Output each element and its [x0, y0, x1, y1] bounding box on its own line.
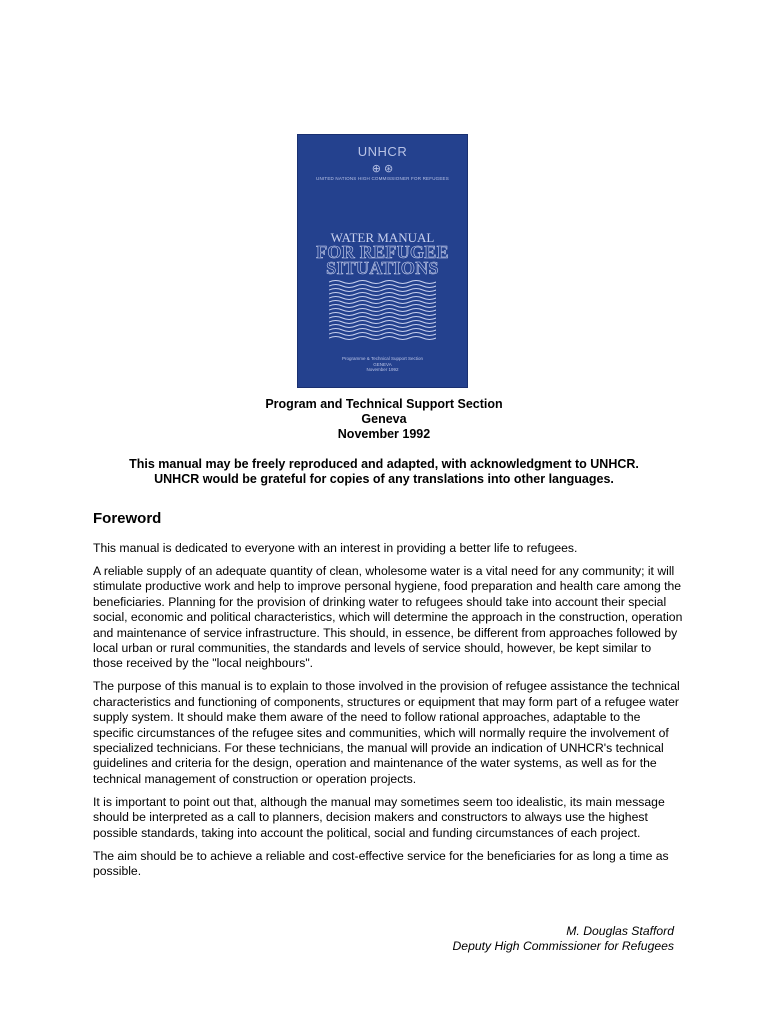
notice-line1: This manual may be freely reproduced and adapted, with acknowledgment to UNHCR.	[129, 457, 639, 471]
cover-org: UNHCR	[357, 144, 408, 159]
reproduction-notice	[60, 457, 708, 487]
cover-subtitle: UNITED NATIONS HIGH COMMISSIONER FOR REFUGEES	[316, 176, 449, 181]
publisher-section: Program and Technical Support Section	[265, 397, 503, 411]
notice-line2: UNHCR would be grateful for copies of any translations into other languages.	[154, 472, 614, 486]
foreword-paragraph: The aim should be to achieve a reliable and cost-effective service for the beneficiaries for as long a time as possible.	[93, 848, 669, 879]
publisher-date: November 1992	[337, 427, 431, 441]
foreword-paragraph: It is important to point out that, although the manual may sometimes seem too idealistic, its main message should be interpreted as a call to planners, decision makers and constructors to always use the highest possible standards, taking into account the political, social and funding circumstances of each project.	[93, 794, 665, 840]
cover-title-line2: FOR REFUGEE	[316, 242, 449, 262]
foreword-heading: Foreword	[93, 510, 162, 527]
publisher-city: Geneva	[361, 412, 407, 426]
foreword-paragraph: The purpose of this manual is to explain to those involved in the provision of refugee assistance the technical characteristics and functioning of components, structures or equipment that may form part of a refugee water supply system. It should make them aware of the need to follow rational approaches, adaptable to the specific circumstances of the refugee sites and communities, which will normally require the involvement of specialized technicians. For these technicians, the manual will provide an indication of UNHCR's technical guidelines and criteria for the design, operation and maintenance of the water systems, as well as for the technical management of construction or operation projects.	[93, 679, 680, 786]
book-cover-image	[297, 134, 468, 388]
foreword-paragraph: A reliable supply of an adequate quantity of clean, wholesome water is a vital need for any community; it will stimulate productive work and help to improve personal hygiene, food preparation and health care among the beneficiaries. Planning for the provision of drinking water to refugees should take into account their special social, economic and political characteristics, which will determine the approach in the construction, operation and maintenance of service infrastructure. This should, in essence, be different from approaches followed by local urban or rural communities, the standards and levels of service should, however, be kept similar to those received by the "local neighbours".	[93, 564, 683, 671]
signature-block	[453, 924, 675, 955]
cover-title-line1: WATER MANUAL	[330, 230, 435, 245]
cover-footer-line3: November 1992	[366, 367, 399, 372]
cover-footer-line1: Programme & Technical Support Section	[342, 356, 423, 361]
foreword-paragraph: This manual is dedicated to everyone with an interest in providing a better life to refugees.	[93, 541, 578, 555]
cover-footer	[297, 356, 468, 373]
waves-icon	[329, 280, 436, 344]
un-emblem-icon: ⊕ ⊛	[371, 163, 394, 175]
signature-title: Deputy High Commissioner for Refugees	[452, 939, 674, 954]
foreword-body	[93, 541, 683, 887]
signature-name: M. Douglas Stafford	[566, 924, 674, 938]
cover-title-line3: SITUATIONS	[326, 258, 439, 278]
cover-footer-line2: GENEVA	[373, 361, 392, 367]
publisher-info	[60, 397, 708, 442]
